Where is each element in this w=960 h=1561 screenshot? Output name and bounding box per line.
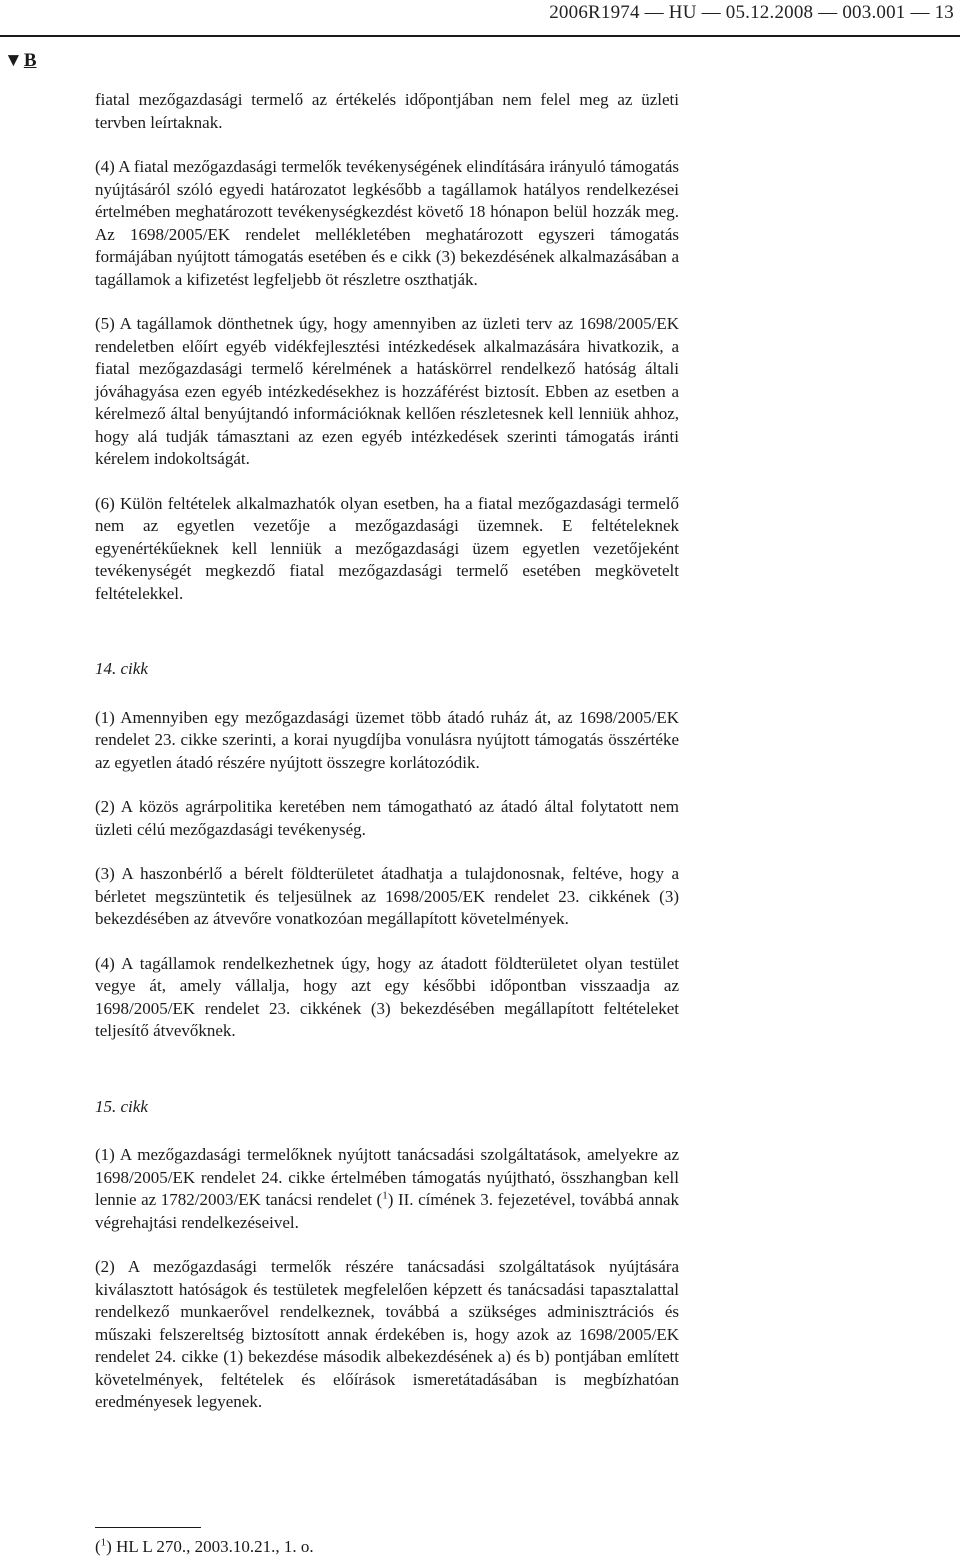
footnote-reference[interactable]: 1 [382,1189,388,1202]
footnote-close-paren: ) [106,1537,112,1556]
footnote-text: HL L 270., 2003.10.21., 1. o. [111,1537,314,1556]
paragraph: (5) A tagállamok dönthetnek úgy, hogy amennyiben az üzleti terv az 1698/2005/EK rendeletben előírt egyéb vidékfejlesztési intézkedések alkalmazására hivatkozik, a fiatal mezőgazdasági termelő kérelmének a hatáskörrel rendelkező hatóság általi jóváhagyása ezen egyéb intézkedésekhez is hozzáférést biztosít. Ebben az esetben a kérelmező által benyújtandó információknak kellően részletesnek kell lenniük ahhoz, hogy alá tudják támasztani az ezen egyéb intézkedések szerinti támogatás iránti kérelem indokoltságát. [95,314,679,468]
paragraph: (4) A tagállamok rendelkezhetnek úgy, hogy az átadott földterületet olyan testület vegye át, amely vállalja, hogy azt egy későbbi időpontban visszaadja az 1698/2005/EK rendelet 23. cikkének (3) bekezdésében megállapított feltételeket teljesítő átvevőknek. [95,953,679,1040]
footnote-number: 1 [100,1536,107,1549]
paragraph: (2) A mezőgazdasági termelők részére tanácsadási szolgáltatások nyújtására kiválasztott hatóságok és testületek megfelelően képzett és tanácsadási tapasztalattal rendelkező munkaerővel rendelkeznek, továbbá a szükséges adminisztrációs és műszaki felszereltség biztosított annak érdekében is, hogy azok az 1698/2005/EK rendelet 24. cikke (1) bekezdése második albekezdésének a) és b) pontjában említett követelmények, feltételek és előírások ismeretátadásában is megbízhatóan eredményesek legyenek. [95,1257,679,1411]
paragraph: (4) A fiatal mezőgazdasági termelők tevékenységének elindítására irányuló támogatás nyújtásáról szóló egyedi határozatot legkésőbb a tagállamok hatályos rendelkezései értelmében meghatározott tevékenységkezdést követő 18 hónapon belül hozzák meg. Az 1698/2005/EK rendelet mellékletében meghatározott egyszeri támogatás formájában nyújtott támogatás esetében és e cikk (3) bekezdésének alkalmazásában a tagállamok a kifizetést legfeljebb öt részletre oszthatják. [95,157,679,289]
triangle-down-icon: ▼ [4,50,23,71]
article-title: 15. cikk [95,1096,148,1116]
paragraph-text: ) II. címének 3. fejezetével, továbbá annak végrehajtási rendelkezéseivel. [95,1190,679,1232]
paragraph-text: (1) A mezőgazdasági termelőknek nyújtott tanácsadási szolgáltatások, amelyekre az 1698/2005/EK rendelet 24. cikke értelmében támogatás nyújtható, összhangban kell lennie az 1782/2003/EK tanácsi rendelet ( [95,1145,679,1209]
footnote [95,1537,314,1557]
paragraph: (2) A közös agrárpolitika keretében nem támogatható az átadó által folytatott nem üzleti célú mezőgazdasági tevékenység. [95,797,679,839]
document-body [95,89,679,1436]
paragraph: fiatal mezőgazdasági termelő az értékelés időpontjában nem felel meg az üzleti tervben leírtaknak. [95,90,679,132]
paragraph: (1) Amennyiben egy mezőgazdasági üzemet több átadó ruház át, az 1698/2005/EK rendelet 23. cikke szerinti, a korai nyugdíjba vonulásra nyújtott támogatás összértéke az egyetlen átadó részére nyújtott összegre korlátozódik. [95,707,679,772]
paragraph: (6) Külön feltételek alkalmazhatók olyan esetben, ha a fiatal mezőgazdasági termelő nem az egyetlen vezetője a mezőgazdasági üzemnek. E feltételeknek egyenértékűeknek kell lenniük a mezőgazdasági üzem egyetlen vezetőjeként tevékenységét megkezdő fiatal mezőgazdasági termelő esetében megkövetelt feltételekkel. [95,493,679,603]
footnote-open-paren: ( [95,1537,101,1556]
amendment-marker [4,50,37,72]
paragraph [95,1144,679,1234]
paragraph: (3) A haszonbérlő a bérelt földterületet átadhatja a tulajdonosnak, feltéve, hogy a bérletet megszüntetik és teljesülnek az 1698/2005/EK rendelet 23. cikkének (3) bekezdésében az átvevőre vonatkozóan megállapított követelmények. [95,864,679,928]
header-rule [0,35,960,37]
marker-letter: B [23,50,37,71]
article-title: 14. cikk [95,659,148,678]
footnote-rule [95,1527,201,1528]
running-header: 2006R1974 — HU — 05.12.2008 — 003.001 — 13 [549,2,954,23]
